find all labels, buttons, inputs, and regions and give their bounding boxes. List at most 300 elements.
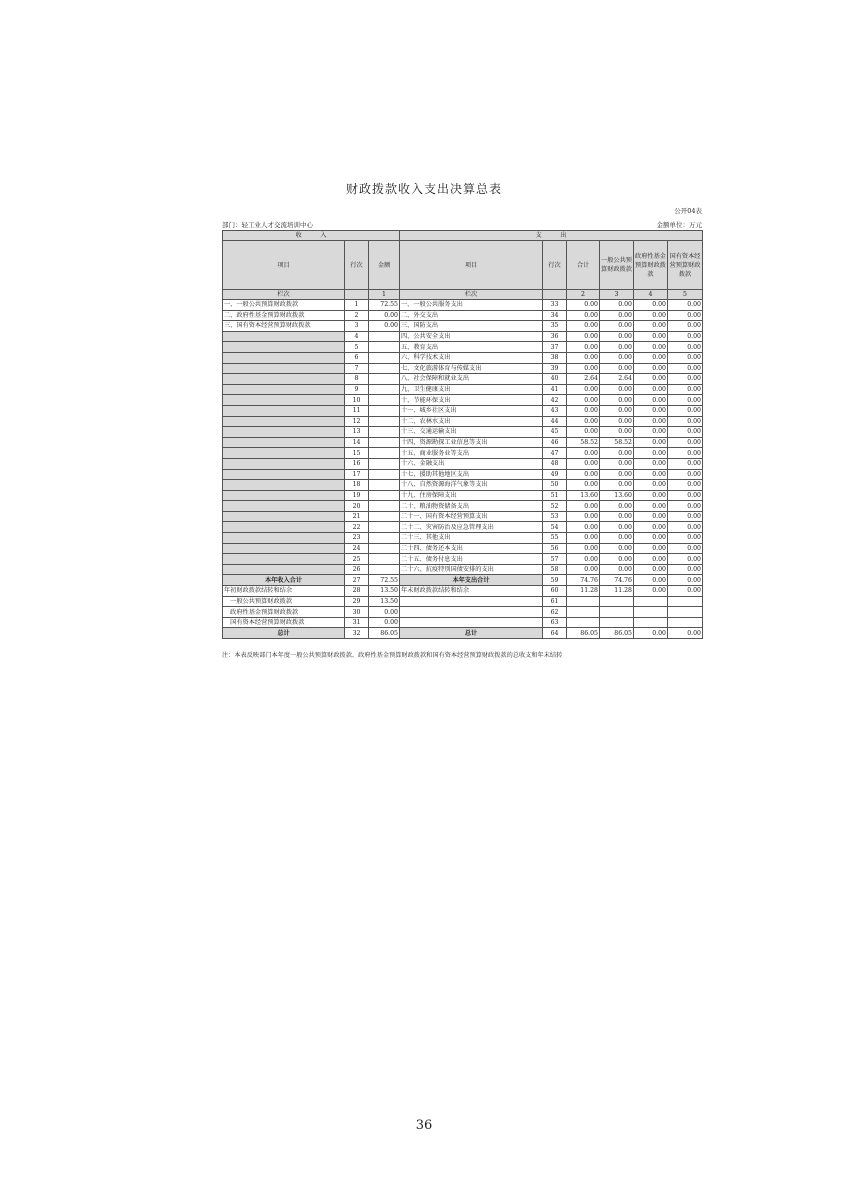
expense-item-cell: 总计 [400,628,543,639]
gov-fund-cell: 0.00 [634,395,668,406]
total-cell: 0.00 [567,511,600,522]
gov-fund-cell: 0.00 [634,416,668,427]
table-row [223,564,703,575]
gov-fund-cell: 0.00 [634,554,668,565]
expense-line-cell: 54 [543,522,567,533]
income-amount-cell: 0.00 [369,617,400,628]
expense-item-cell: 十四、资源勘探工业信息等支出 [400,437,543,448]
gov-fund-cell: 0.00 [634,501,668,512]
state-capital-cell: 0.00 [668,490,703,501]
expense-item-cell: 二、外交支出 [400,310,543,321]
table-row [223,469,703,480]
table-row [223,490,703,501]
income-amount-cell [369,533,400,544]
total-cell: 0.00 [567,342,600,353]
expense-line-cell: 36 [543,331,567,342]
expense-item-cell: 二十四、债务还本支出 [400,543,543,554]
table-row [223,554,703,565]
expense-line-cell: 59 [543,575,567,586]
expense-item-cell: 十、节能环保支出 [400,395,543,406]
income-line-cell: 28 [345,586,369,597]
income-amount-cell: 0.00 [369,310,400,321]
income-line-cell: 21 [345,511,369,522]
expense-line-cell: 44 [543,416,567,427]
total-cell: 0.00 [567,522,600,533]
table-row [223,321,703,332]
income-amount-cell [369,501,400,512]
expense-line-cell: 41 [543,384,567,395]
state-capital-cell: 0.00 [668,543,703,554]
income-amount-cell [369,395,400,406]
table-row [223,310,703,321]
general-budget-cell: 74.76 [600,575,634,586]
income-item-cell [223,480,345,491]
gov-fund-cell: 0.00 [634,437,668,448]
expense-item-cell [400,596,543,607]
table-row [223,628,703,639]
general-budget-cell: 0.00 [600,416,634,427]
state-capital-cell: 0.00 [668,395,703,406]
income-amount-cell [369,352,400,363]
gov-fund-cell: 0.00 [634,374,668,385]
header-expense-item: 项目 [400,241,543,290]
general-budget-cell: 0.00 [600,469,634,480]
total-cell: 0.00 [567,331,600,342]
total-cell: 74.76 [567,575,600,586]
general-budget-cell: 0.00 [600,480,634,491]
total-cell: 0.00 [567,448,600,459]
expense-line-cell: 38 [543,352,567,363]
table-row [223,300,703,311]
table-row [223,363,703,374]
income-item-cell [223,416,345,427]
gov-fund-cell: 0.00 [634,533,668,544]
income-line-cell: 4 [345,331,369,342]
expense-line-cell: 37 [543,342,567,353]
gov-fund-cell: 0.00 [634,575,668,586]
expense-item-cell: 八、社会保障和就业支出 [400,374,543,385]
gov-fund-cell: 0.00 [634,352,668,363]
income-amount-cell: 72.55 [369,575,400,586]
income-line-cell: 9 [345,384,369,395]
income-line-cell: 3 [345,321,369,332]
table-row [223,448,703,459]
state-capital-cell: 0.00 [668,522,703,533]
gov-fund-cell: 0.00 [634,586,668,597]
income-item-cell [223,458,345,469]
expense-line-cell: 64 [543,628,567,639]
header-income-item: 项目 [223,241,345,290]
total-cell [567,596,600,607]
expense-line-cell: 33 [543,300,567,311]
expense-item-cell: 二十六、抗疫特别国债安排的支出 [400,564,543,575]
general-budget-cell: 0.00 [600,427,634,438]
income-section-label: 收 入 [223,231,400,241]
income-amount-cell [369,543,400,554]
expense-section-label: 支 出 [400,231,703,241]
state-capital-cell: 0.00 [668,575,703,586]
state-capital-cell: 0.00 [668,405,703,416]
income-amount-cell: 13.50 [369,586,400,597]
income-item-cell [223,427,345,438]
header-income-amount: 金额 [369,241,400,290]
state-capital-cell: 0.00 [668,331,703,342]
col-index-cell: 5 [668,290,703,300]
income-item-cell: 总计 [223,628,345,639]
income-item-cell [223,448,345,459]
general-budget-cell: 0.00 [600,352,634,363]
total-cell: 0.00 [567,321,600,332]
state-capital-cell: 0.00 [668,586,703,597]
total-cell: 0.00 [567,395,600,406]
income-line-cell: 23 [345,533,369,544]
table-row [223,405,703,416]
expense-item-cell: 本年支出合计 [400,575,543,586]
income-amount-cell: 0.00 [369,321,400,332]
total-cell: 0.00 [567,416,600,427]
expense-line-cell: 40 [543,374,567,385]
income-amount-cell [369,416,400,427]
expense-item-cell: 六、科学技术支出 [400,352,543,363]
expense-item-cell: 二十一、国有资本经营预算支出 [400,511,543,522]
expense-line-cell: 35 [543,321,567,332]
table-row [223,586,703,597]
gov-fund-cell: 0.00 [634,427,668,438]
total-cell: 0.00 [567,564,600,575]
expense-item-cell: 二十、粮油物资储备支出 [400,501,543,512]
expense-item-cell: 三、国防支出 [400,321,543,332]
expense-item-cell: 二十三、其他支出 [400,533,543,544]
section-header-row [223,231,703,241]
state-capital-cell: 0.00 [668,321,703,332]
col-index-cell: 栏次 [400,290,543,300]
general-budget-cell: 0.00 [600,384,634,395]
table-code: 公开04表 [674,207,702,215]
income-line-cell: 6 [345,352,369,363]
income-line-cell: 20 [345,501,369,512]
income-item-cell [223,384,345,395]
income-amount-cell: 86.05 [369,628,400,639]
table-row [223,427,703,438]
expense-item-cell: 十七、援助其他地区支出 [400,469,543,480]
general-budget-cell [600,596,634,607]
column-header-row [223,241,703,290]
income-amount-cell [369,511,400,522]
general-budget-cell [600,617,634,628]
state-capital-cell: 0.00 [668,416,703,427]
general-budget-cell: 0.00 [600,331,634,342]
income-item-cell [223,331,345,342]
total-cell: 0.00 [567,469,600,480]
expense-item-cell [400,617,543,628]
state-capital-cell: 0.00 [668,511,703,522]
state-capital-cell: 0.00 [668,310,703,321]
general-budget-cell: 0.00 [600,458,634,469]
table-row [223,522,703,533]
gov-fund-cell [634,596,668,607]
general-budget-cell: 0.00 [600,564,634,575]
table-row [223,607,703,618]
total-cell: 0.00 [567,554,600,565]
expense-line-cell: 62 [543,607,567,618]
income-item-cell: 政府性基金预算财政拨款 [223,607,345,618]
income-line-cell: 11 [345,405,369,416]
income-amount-cell [369,437,400,448]
state-capital-cell: 0.00 [668,352,703,363]
income-item-cell [223,374,345,385]
table-row [223,511,703,522]
state-capital-cell: 0.00 [668,384,703,395]
table-row [223,374,703,385]
general-budget-cell [600,607,634,618]
income-amount-cell [369,469,400,480]
page-number: 36 [415,1118,433,1133]
expense-line-cell: 39 [543,363,567,374]
gov-fund-cell: 0.00 [634,543,668,554]
total-cell: 0.00 [567,480,600,491]
state-capital-cell: 0.00 [668,448,703,459]
income-line-cell: 13 [345,427,369,438]
table-row [223,458,703,469]
gov-fund-cell: 0.00 [634,331,668,342]
expense-line-cell: 49 [543,469,567,480]
general-budget-cell: 58.52 [600,437,634,448]
total-cell: 13.60 [567,490,600,501]
income-item-cell [223,469,345,480]
income-amount-cell [369,427,400,438]
gov-fund-cell: 0.00 [634,342,668,353]
state-capital-cell: 0.00 [668,480,703,491]
income-line-cell: 32 [345,628,369,639]
gov-fund-cell: 0.00 [634,480,668,491]
total-cell: 0.00 [567,310,600,321]
income-amount-cell [369,342,400,353]
expense-item-cell: 十一、城乡社区支出 [400,405,543,416]
general-budget-cell: 0.00 [600,300,634,311]
income-amount-cell [369,384,400,395]
income-line-cell: 5 [345,342,369,353]
header-income-line: 行次 [345,241,369,290]
total-cell: 86.05 [567,628,600,639]
state-capital-cell: 0.00 [668,363,703,374]
col-index-cell: 4 [634,290,668,300]
table-row [223,416,703,427]
gov-fund-cell: 0.00 [634,300,668,311]
gov-fund-cell: 0.00 [634,310,668,321]
general-budget-cell: 0.00 [600,321,634,332]
gov-fund-cell: 0.00 [634,448,668,459]
general-budget-cell: 2.64 [600,374,634,385]
expense-line-cell: 55 [543,533,567,544]
table-meta [222,220,702,229]
state-capital-cell: 0.00 [668,501,703,512]
expense-item-cell: 七、文化旅游体育与传媒支出 [400,363,543,374]
gov-fund-cell: 0.00 [634,522,668,533]
income-item-cell: 国有资本经营预算财政拨款 [223,617,345,628]
col-index-cell: 栏次 [223,290,345,300]
income-item-cell [223,363,345,374]
unit-label: 金额单位：万元 [656,221,702,229]
general-budget-cell: 0.00 [600,405,634,416]
expense-line-cell: 56 [543,543,567,554]
expense-line-cell: 47 [543,448,567,459]
income-item-cell: 年初财政拨款结转和结余 [223,586,345,597]
expense-item-cell: 十二、农林水支出 [400,416,543,427]
gov-fund-cell: 0.00 [634,469,668,480]
income-item-cell [223,554,345,565]
general-budget-cell: 13.60 [600,490,634,501]
state-capital-cell: 0.00 [668,469,703,480]
general-budget-cell: 0.00 [600,533,634,544]
income-item-cell: 三、国有资本经营预算财政拨款 [223,321,345,332]
table-row [223,596,703,607]
income-item-cell [223,543,345,554]
expense-line-cell: 51 [543,490,567,501]
expense-item-cell: 五、教育支出 [400,342,543,353]
header-expense-line: 行次 [543,241,567,290]
expense-line-cell: 61 [543,596,567,607]
total-cell: 0.00 [567,300,600,311]
expense-item-cell [400,607,543,618]
state-capital-cell: 0.00 [668,628,703,639]
income-line-cell: 1 [345,300,369,311]
income-item-cell [223,564,345,575]
gov-fund-cell: 0.00 [634,511,668,522]
state-capital-cell: 0.00 [668,458,703,469]
table-row [223,352,703,363]
expense-line-cell: 48 [543,458,567,469]
income-item-cell: 本年收入合计 [223,575,345,586]
total-cell: 11.28 [567,586,600,597]
income-line-cell: 14 [345,437,369,448]
income-amount-cell [369,458,400,469]
table-row [223,480,703,491]
state-capital-cell: 0.00 [668,554,703,565]
general-budget-cell: 0.00 [600,342,634,353]
income-item-cell [223,533,345,544]
income-amount-cell: 0.00 [369,607,400,618]
income-amount-cell [369,405,400,416]
total-cell: 0.00 [567,501,600,512]
general-budget-cell: 0.00 [600,522,634,533]
table-row [223,384,703,395]
state-capital-cell: 0.00 [668,437,703,448]
income-line-cell: 15 [345,448,369,459]
state-capital-cell [668,596,703,607]
col-index-cell [345,290,369,300]
expense-item-cell: 十三、交通运输支出 [400,427,543,438]
department-label: 部门：轻工业人才交流培训中心 [222,221,313,229]
header-gov-fund: 政府性基金预算财政拨款 [634,241,668,290]
gov-fund-cell: 0.00 [634,363,668,374]
income-item-cell [223,490,345,501]
col-index-cell: 2 [567,290,600,300]
total-cell: 0.00 [567,352,600,363]
income-item-cell: 一、一般公共预算财政拨款 [223,300,345,311]
table-row [223,501,703,512]
total-cell: 0.00 [567,405,600,416]
expense-line-cell: 45 [543,427,567,438]
income-line-cell: 31 [345,617,369,628]
income-item-cell [223,522,345,533]
income-line-cell: 7 [345,363,369,374]
gov-fund-cell: 0.00 [634,405,668,416]
income-item-cell [223,405,345,416]
income-line-cell: 30 [345,607,369,618]
header-total: 合计 [567,241,600,290]
total-cell: 0.00 [567,427,600,438]
income-line-cell: 16 [345,458,369,469]
expense-item-cell: 一、一般公共服务支出 [400,300,543,311]
expense-line-cell: 63 [543,617,567,628]
total-cell: 58.52 [567,437,600,448]
income-line-cell: 12 [345,416,369,427]
income-line-cell: 18 [345,480,369,491]
general-budget-cell: 86.05 [600,628,634,639]
expense-line-cell: 53 [543,511,567,522]
expense-line-cell: 43 [543,405,567,416]
state-capital-cell: 0.00 [668,374,703,385]
general-budget-cell: 0.00 [600,554,634,565]
col-index-cell [543,290,567,300]
expense-item-cell: 十五、商业服务业等支出 [400,448,543,459]
general-budget-cell: 0.00 [600,543,634,554]
state-capital-cell: 0.00 [668,564,703,575]
table-row [223,342,703,353]
col-index-cell: 1 [369,290,400,300]
income-amount-cell [369,554,400,565]
table-row [223,437,703,448]
gov-fund-cell: 0.00 [634,628,668,639]
total-cell: 0.00 [567,363,600,374]
header-general-budget: 一般公共预算财政拨款 [600,241,634,290]
total-cell: 0.00 [567,533,600,544]
state-capital-cell: 0.00 [668,427,703,438]
expense-item-cell: 二十五、债务付息支出 [400,554,543,565]
gov-fund-cell [634,607,668,618]
general-budget-cell: 0.00 [600,395,634,406]
income-amount-cell [369,490,400,501]
expense-line-cell: 46 [543,437,567,448]
table-row [223,575,703,586]
state-capital-cell: 0.00 [668,533,703,544]
total-cell: 0.00 [567,384,600,395]
income-amount-cell [369,448,400,459]
general-budget-cell: 11.28 [600,586,634,597]
general-budget-cell: 0.00 [600,511,634,522]
gov-fund-cell: 0.00 [634,490,668,501]
expense-line-cell: 34 [543,310,567,321]
income-line-cell: 2 [345,310,369,321]
expense-line-cell: 58 [543,564,567,575]
col-index-cell: 3 [600,290,634,300]
expense-line-cell: 42 [543,395,567,406]
table-row [223,395,703,406]
income-amount-cell [369,363,400,374]
total-cell: 2.64 [567,374,600,385]
general-budget-cell: 0.00 [600,448,634,459]
gov-fund-cell [634,617,668,628]
expense-item-cell: 二十二、灾害防治及应急管理支出 [400,522,543,533]
income-line-cell: 25 [345,554,369,565]
table-row [223,543,703,554]
income-line-cell: 8 [345,374,369,385]
expense-line-cell: 52 [543,501,567,512]
general-budget-cell: 0.00 [600,501,634,512]
expense-item-cell: 年末财政拨款结转和结余 [400,586,543,597]
income-line-cell: 26 [345,564,369,575]
gov-fund-cell: 0.00 [634,384,668,395]
